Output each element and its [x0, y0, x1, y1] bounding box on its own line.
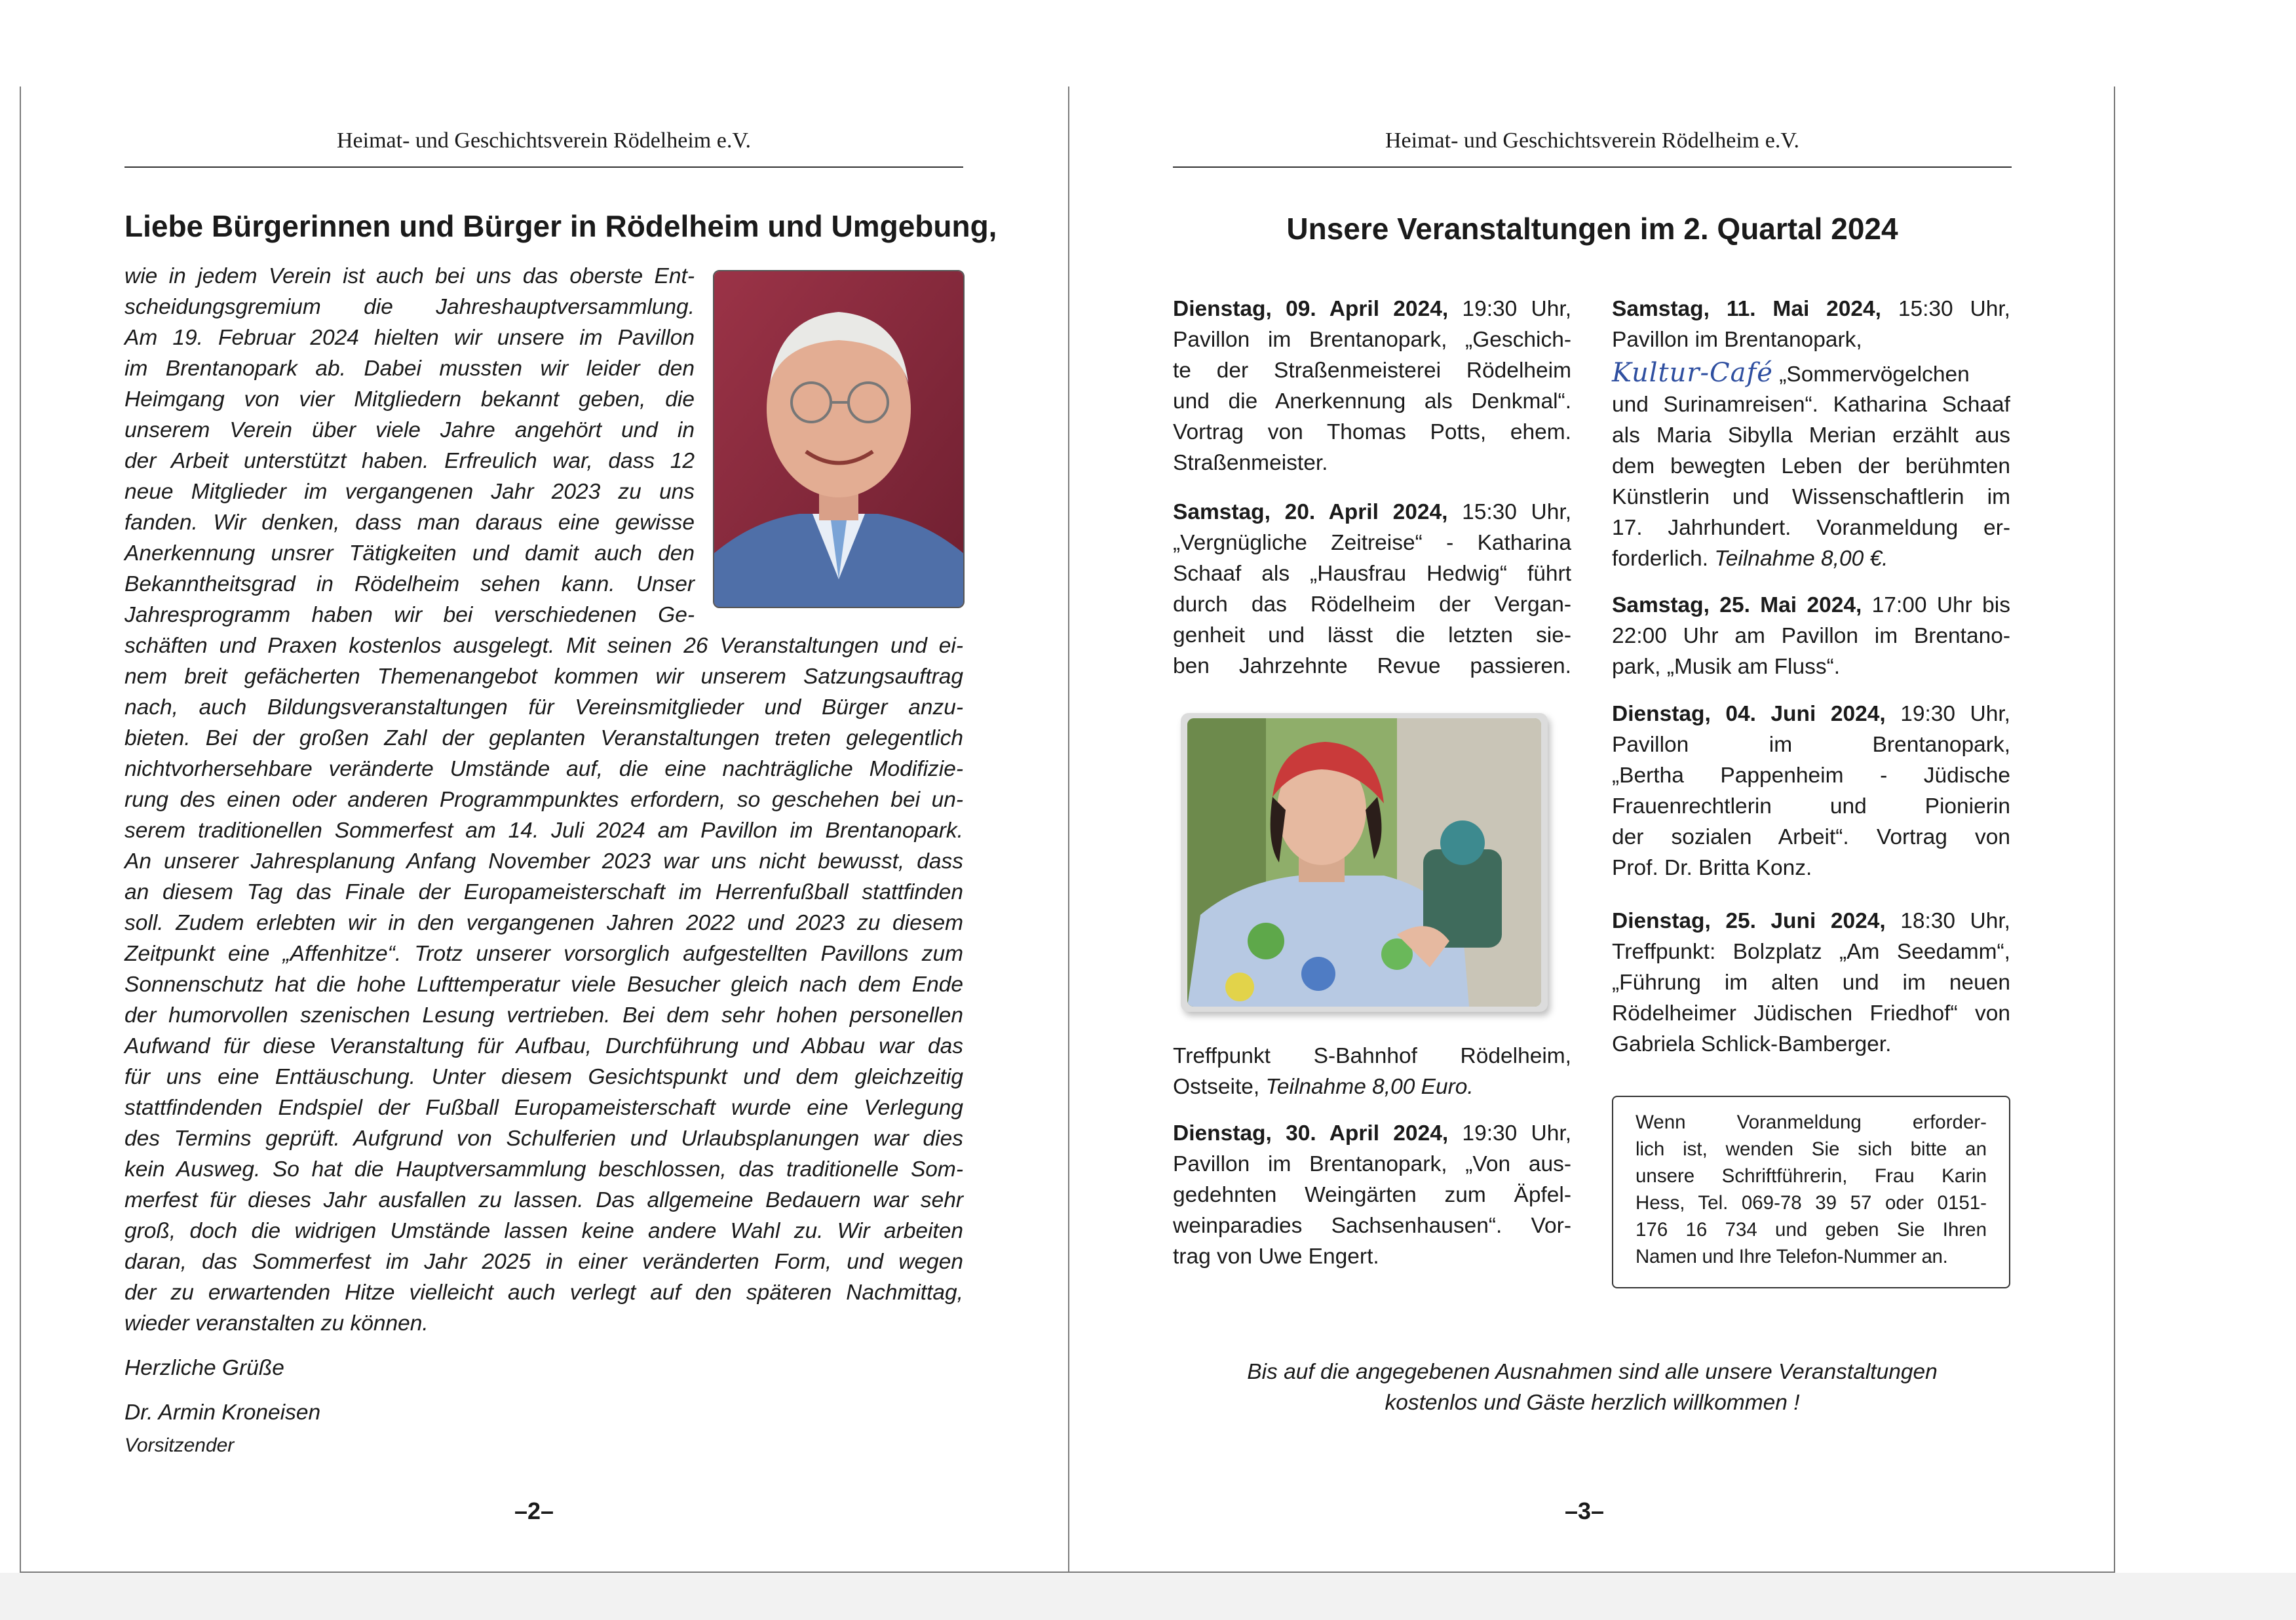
letter-line: fanden. Wir denken, dass man daraus eine gewisse [124, 511, 695, 535]
event-first-line [1173, 294, 1571, 324]
letter-line: daran, das Sommerfest im Jahr 2025 in einer veränderten Form, und wegen [124, 1250, 963, 1274]
event-line: „Vergnügliche Zeitreise“ - Katharina [1173, 531, 1571, 555]
event-line: und Surinamreisen“. Katharina Schaaf [1612, 393, 2010, 417]
registration-notice-box [1612, 1096, 2010, 1288]
event-line: Rödelheimer Jüdischen Friedhof“ von [1612, 1001, 2010, 1026]
letter-line: Sonnenschutz hat die hohe Lufttemperatur viele Besucher gleich nach dem Ende [124, 973, 963, 997]
left-page-header: Heimat- und Geschichtsverein Rödelheim e.V. [337, 128, 751, 153]
event-text: forderlich. [1612, 547, 1715, 571]
event-25-mai-last: park, „Musik am Fluss“. [1612, 655, 1841, 679]
letter-line: Am 19. Februar 2024 hielten wir unsere im Pavillon [124, 326, 695, 350]
event-line: als Maria Sibylla Merian erzählt aus [1612, 423, 2010, 448]
event-text: 17:00 Uhr bis [1862, 593, 2010, 617]
event-11-mai-title-line [1612, 358, 1970, 390]
event-20-april-meeting [1173, 1041, 1571, 1071]
event-line: Pavillon im Brentanopark, „Von aus- [1173, 1152, 1571, 1176]
right-page-header: Heimat- und Geschichtsverein Rödelheim e.V. [1385, 128, 1799, 153]
event-line: Schaaf als „Hausfrau Hedwig“ führt [1173, 562, 1571, 586]
letter-text-main [124, 630, 963, 1308]
letter-line: scheidungsgremium die Jahreshauptversammlung. [124, 295, 695, 319]
event-text: 15:30 Uhr, [1881, 297, 2010, 321]
letter-line: merfest für dieses Jahr ausfallen zu lassen. Das allgemeine Bedauern war sehr [124, 1188, 963, 1212]
event-text: 19:30 Uhr, [1885, 702, 2010, 726]
letter-line: an diesem Tag das Finale der Europameisterschaft im Herrenfußball stattfinden [124, 880, 963, 904]
event-20-april [1173, 497, 1571, 682]
event-line: Vortrag von Thomas Potts, ehem. [1173, 420, 1571, 444]
event-line: ben Jahrzehnte Revue passieren. [1173, 654, 1571, 678]
event-line: 17. Jahrhundert. Voranmeldung er- [1612, 516, 2010, 540]
event-line: Treffpunkt S-Bahnhof Rödelheim, [1173, 1044, 1571, 1068]
letter-line: für uns eine Enttäuschung. Unter diesem Gesichtspunkt und dem gleichzeitig [124, 1065, 963, 1089]
event-text: 18:30 Uhr, [1885, 909, 2010, 933]
letter-heading: Liebe Bürgerinnen und Bürger in Rödelheim und Umgebung, [124, 209, 997, 243]
letter-line: Zeitpunkt eine „Affenhitze“. Trotz unserer vorsorglich aufgestellten Pavillons zum [124, 942, 963, 966]
event-first-line [1612, 699, 2010, 729]
event-first-line [1173, 497, 1571, 528]
event-date: Dienstag, 09. April 2024, [1173, 297, 1449, 321]
signer-name: Dr. Armin Kroneisen [124, 1400, 321, 1425]
event-11-mai [1612, 294, 2010, 324]
event-line: „Führung im alten und im neuen [1612, 971, 2010, 995]
event-line: Künstlerin und Wissenschaftlerin im [1612, 485, 2010, 509]
event-fee: Teilnahme 8,00 Euro. [1265, 1075, 1474, 1099]
event-20-april-fee [1173, 1071, 1474, 1102]
closing-note-line1: Bis auf die angegebenen Ausnahmen sind alle unsere Veranstaltungen [1247, 1360, 1938, 1384]
event-04-juni [1612, 699, 2010, 853]
event-text: 19:30 Uhr, [1448, 1121, 1572, 1146]
events-heading: Unsere Veranstaltungen im 2. Quartal 2024 [1286, 212, 1898, 246]
letter-line: unserem Verein über viele Jahre angehört und in [124, 418, 695, 442]
letter-line: des Termins geprüft. Aufgrund von Schulferien und Urlaubsplanungen war dies [124, 1127, 963, 1151]
letter-line: Anerkennung unsrer Tätigkeiten und damit auch den [124, 541, 695, 566]
event-text: 19:30 Uhr, [1448, 297, 1572, 321]
event-date: Dienstag, 25. Juni 2024, [1612, 909, 1886, 933]
letter-line: Bekanntheitsgrad in Rödelheim sehen kann. Unser [124, 572, 695, 596]
letter-line: soll. Zudem erlebten wir in den vergangenen Jahren 2022 und 2023 zu diesem [124, 911, 963, 935]
notice-line: Hess, Tel. 069-78 39 57 oder 0151- [1636, 1192, 1987, 1214]
letter-line: der Arbeit unterstützt haben. Erfreulich war, dass 12 [124, 449, 695, 473]
event-line: Pavillon im Brentanopark, „Geschich- [1173, 328, 1571, 352]
kultur-cafe-logo: Kultur-Café [1612, 358, 1773, 388]
event-25-juni [1612, 906, 2010, 1029]
event-first-line [1612, 294, 2010, 324]
page-gutter [1068, 87, 1069, 1573]
notice-line: unsere Schriftführerin, Frau Karin [1636, 1165, 1987, 1187]
scan-background [0, 1573, 2296, 1620]
event-line: Frauenrechtlerin und Pionierin [1612, 794, 2010, 819]
right-page-edge [2114, 87, 2115, 1573]
letter-line: bieten. Bei der großen Zahl der geplanten Veranstaltungen treten gelegentlich [124, 726, 963, 750]
letter-line: Heimgang von vier Mitgliedern bekannt geben, die [124, 387, 695, 412]
page-number-right: –3– [1565, 1497, 1605, 1524]
event-11-mai-fee [1612, 543, 1888, 574]
letter-line: schäften und Praxen kostenlos ausgelegt. Mit seinen 26 Veranstaltungen und ei- [124, 634, 963, 658]
letter-line: neue Mitglieder im vergangenen Jahr 2023 zu uns [124, 480, 695, 504]
event-09-april [1173, 294, 1571, 448]
event-25-mai [1612, 590, 2010, 651]
portrait-photo [713, 270, 965, 608]
letter-last-line: wieder veranstalten zu können. [124, 1311, 429, 1336]
event-line: Pavillon im Brentanopark, [1612, 733, 2010, 757]
event-25-juni-last: Gabriela Schlick-Bamberger. [1612, 1032, 1892, 1056]
event-date: Samstag, 20. April 2024, [1173, 500, 1448, 524]
signer-role: Vorsitzender [124, 1435, 235, 1456]
event-fee: Teilnahme 8,00 €. [1714, 547, 1888, 571]
event-11-mai-location: Pavillon im Brentanopark, [1612, 328, 1862, 352]
notice-line: lich ist, wenden Sie sich bitte an [1636, 1138, 1987, 1160]
letter-line: stattfindenden Endspiel der Fußball Europameisterschaft wurde eine Verlegung [124, 1096, 963, 1120]
letter-line: kein Ausweg. So hat die Hauptversammlung beschlossen, das traditionelle Som- [124, 1157, 963, 1182]
event-first-line [1612, 590, 2010, 621]
event-line: te der Straßenmeisterei Rödelheim [1173, 358, 1571, 383]
letter-line: der zu erwartenden Hitze vielleicht auch verlegt auf den späteren Nachmittag, [124, 1281, 963, 1305]
event-date: Samstag, 11. Mai 2024, [1612, 297, 1881, 321]
event-30-april-last: trag von Uwe Engert. [1173, 1244, 1379, 1269]
event-date: Dienstag, 04. Juni 2024, [1612, 702, 1886, 726]
event-text: Ostseite, [1173, 1075, 1266, 1099]
event-line: der sozialen Arbeit“. Vortrag von [1612, 825, 2010, 849]
event-text: 15:30 Uhr, [1447, 500, 1571, 524]
closing-note-line2: kostenlos und Gäste herzlich willkommen ! [1385, 1391, 1800, 1415]
notice-last-line: Namen und Ihre Telefon-Nummer an. [1636, 1246, 1948, 1267]
page-number-left: –2– [514, 1497, 554, 1524]
event-date: Samstag, 25. Mai 2024, [1612, 593, 1862, 617]
letter-line: im Brentanopark ab. Dabei mussten wir leider den [124, 357, 695, 381]
letter-line: serem traditionellen Sommerfest am 14. Juli 2024 am Pavillon im Brentanopark. [124, 819, 963, 843]
letter-line: groß, doch die widrigen Umstände lassen keine andere Wahl zu. Wir arbeiten [124, 1219, 963, 1243]
event-line: gedehnten Weingärten zum Äpfel- [1173, 1183, 1571, 1207]
event-09-april-last: Straßenmeister. [1173, 451, 1328, 475]
left-header-rule [124, 166, 963, 168]
event-line: weinparadies Sachsenhausen“. Vor- [1173, 1214, 1571, 1238]
right-header-rule [1173, 166, 2012, 168]
event-date: Dienstag, 30. April 2024, [1173, 1121, 1449, 1146]
greeting: Herzliche Grüße [124, 1356, 284, 1380]
letter-line: nem breit gefächerten Themenangebot kommen wir unserem Satzungsauftrag [124, 665, 963, 689]
event-04-juni-last: Prof. Dr. Britta Konz. [1612, 856, 1812, 880]
event-11-mai-text [1612, 389, 2010, 543]
event-line: 22:00 Uhr am Pavillon im Brentano- [1612, 624, 2010, 648]
event-line: genheit und lässt die letzten sie- [1173, 623, 1571, 647]
event-30-april [1173, 1118, 1571, 1241]
letter-text-intro [124, 261, 695, 630]
letter-line: der humorvollen szenischen Lesung vertrieben. Bei dem sehr hohen personellen [124, 1003, 963, 1028]
event-first-line [1173, 1118, 1571, 1149]
letter-line: Jahresprogramm haben wir bei verschiedenen Ge- [124, 603, 695, 627]
event-line: und die Anerkennung als Denkmal“. [1173, 389, 1571, 414]
letter-line: wie in jedem Verein ist auch bei uns das oberste Ent- [124, 264, 695, 288]
letter-line: nichtvorhersehbare veränderte Umstände auf, die eine nachträgliche Modifizie- [124, 757, 963, 781]
event-text: „Sommervögelchen [1772, 362, 1970, 387]
event-line: „Bertha Pappenheim - Jüdische [1612, 763, 2010, 788]
letter-line: An unserer Jahresplanung Anfang November 2023 war uns nicht bewusst, dass [124, 849, 963, 874]
letter-line: rung des einen oder anderen Programmpunktes erfordern, so geschehen bei un- [124, 788, 963, 812]
letter-line: nach, auch Bildungsveranstaltungen für Vereinsmitglieder und Bürger anzu- [124, 695, 963, 720]
event-line: dem bewegten Leben der berühmten [1612, 454, 2010, 478]
performer-photo [1187, 718, 1541, 1007]
letter-line: Aufwand für diese Veranstaltung für Aufbau, Durchführung und Abbau war das [124, 1034, 963, 1058]
event-line: durch das Rödelheim der Vergan- [1173, 592, 1571, 617]
registration-notice-text [1636, 1109, 1987, 1243]
notice-line: Wenn Voranmeldung erforder- [1636, 1111, 1987, 1133]
event-line: Treffpunkt: Bolzplatz „Am Seedamm“, [1612, 940, 2010, 964]
event-first-line [1612, 906, 2010, 936]
left-page-edge [20, 87, 21, 1573]
notice-line: 176 16 734 und geben Sie Ihren [1636, 1219, 1987, 1241]
